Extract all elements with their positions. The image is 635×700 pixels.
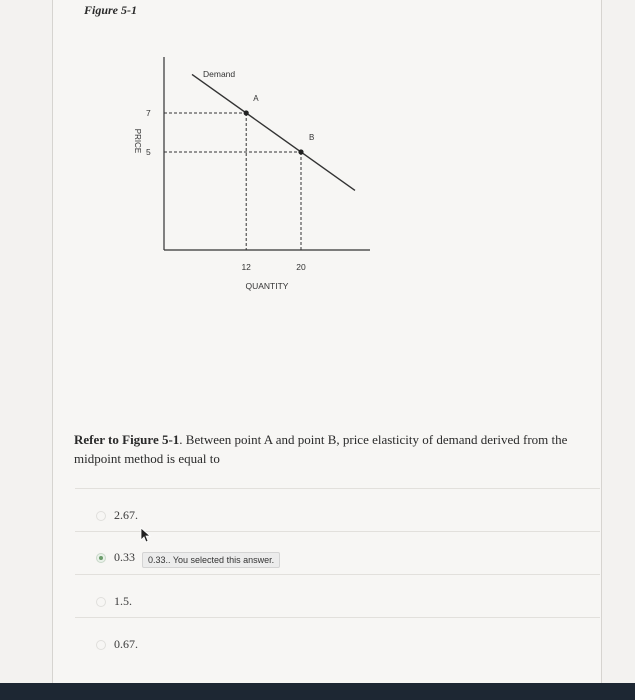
x-tick-20: 20 bbox=[296, 262, 306, 272]
demand-label: Demand bbox=[203, 69, 236, 79]
y-axis-label: PRICE bbox=[133, 128, 142, 154]
answer-option-selected[interactable] bbox=[96, 550, 135, 565]
radio-button-selected[interactable] bbox=[96, 553, 106, 563]
answer-option[interactable] bbox=[96, 508, 138, 523]
answer-option[interactable] bbox=[96, 637, 138, 652]
question-text bbox=[74, 430, 579, 468]
answer-option[interactable] bbox=[96, 594, 132, 609]
divider bbox=[75, 488, 600, 489]
x-axis-label: QUANTITY bbox=[245, 281, 289, 291]
x-tick-12: 12 bbox=[241, 262, 251, 272]
point-b-label: B bbox=[309, 133, 315, 142]
divider bbox=[75, 574, 600, 575]
point-a-marker bbox=[244, 110, 249, 115]
point-a-label: A bbox=[253, 94, 259, 103]
radio-button[interactable] bbox=[96, 511, 106, 521]
selected-answer-tooltip: 0.33.. You selected this answer. bbox=[142, 552, 280, 568]
answer-label: 0.33 bbox=[114, 550, 135, 564]
demand-chart bbox=[0, 0, 635, 320]
taskbar bbox=[0, 683, 635, 700]
divider bbox=[75, 531, 600, 532]
y-tick-7: 7 bbox=[146, 108, 151, 118]
answer-label: 0.67. bbox=[114, 637, 138, 651]
answer-label: 1.5. bbox=[114, 594, 132, 608]
radio-button[interactable] bbox=[96, 597, 106, 607]
figure-title: Figure 5-1 bbox=[84, 3, 138, 17]
figure-reference: Refer to Figure 5-1 bbox=[74, 432, 180, 447]
point-b-marker bbox=[298, 149, 303, 154]
y-tick-5: 5 bbox=[146, 147, 151, 157]
divider bbox=[75, 617, 600, 618]
demand-curve bbox=[192, 74, 355, 190]
question-body: . Between point A and point B, price elasticity of demand derived from the midpoint method is equal to bbox=[74, 432, 568, 466]
radio-button[interactable] bbox=[96, 640, 106, 650]
mouse-cursor-icon bbox=[139, 527, 151, 543]
answer-label: 2.67. bbox=[114, 508, 138, 522]
